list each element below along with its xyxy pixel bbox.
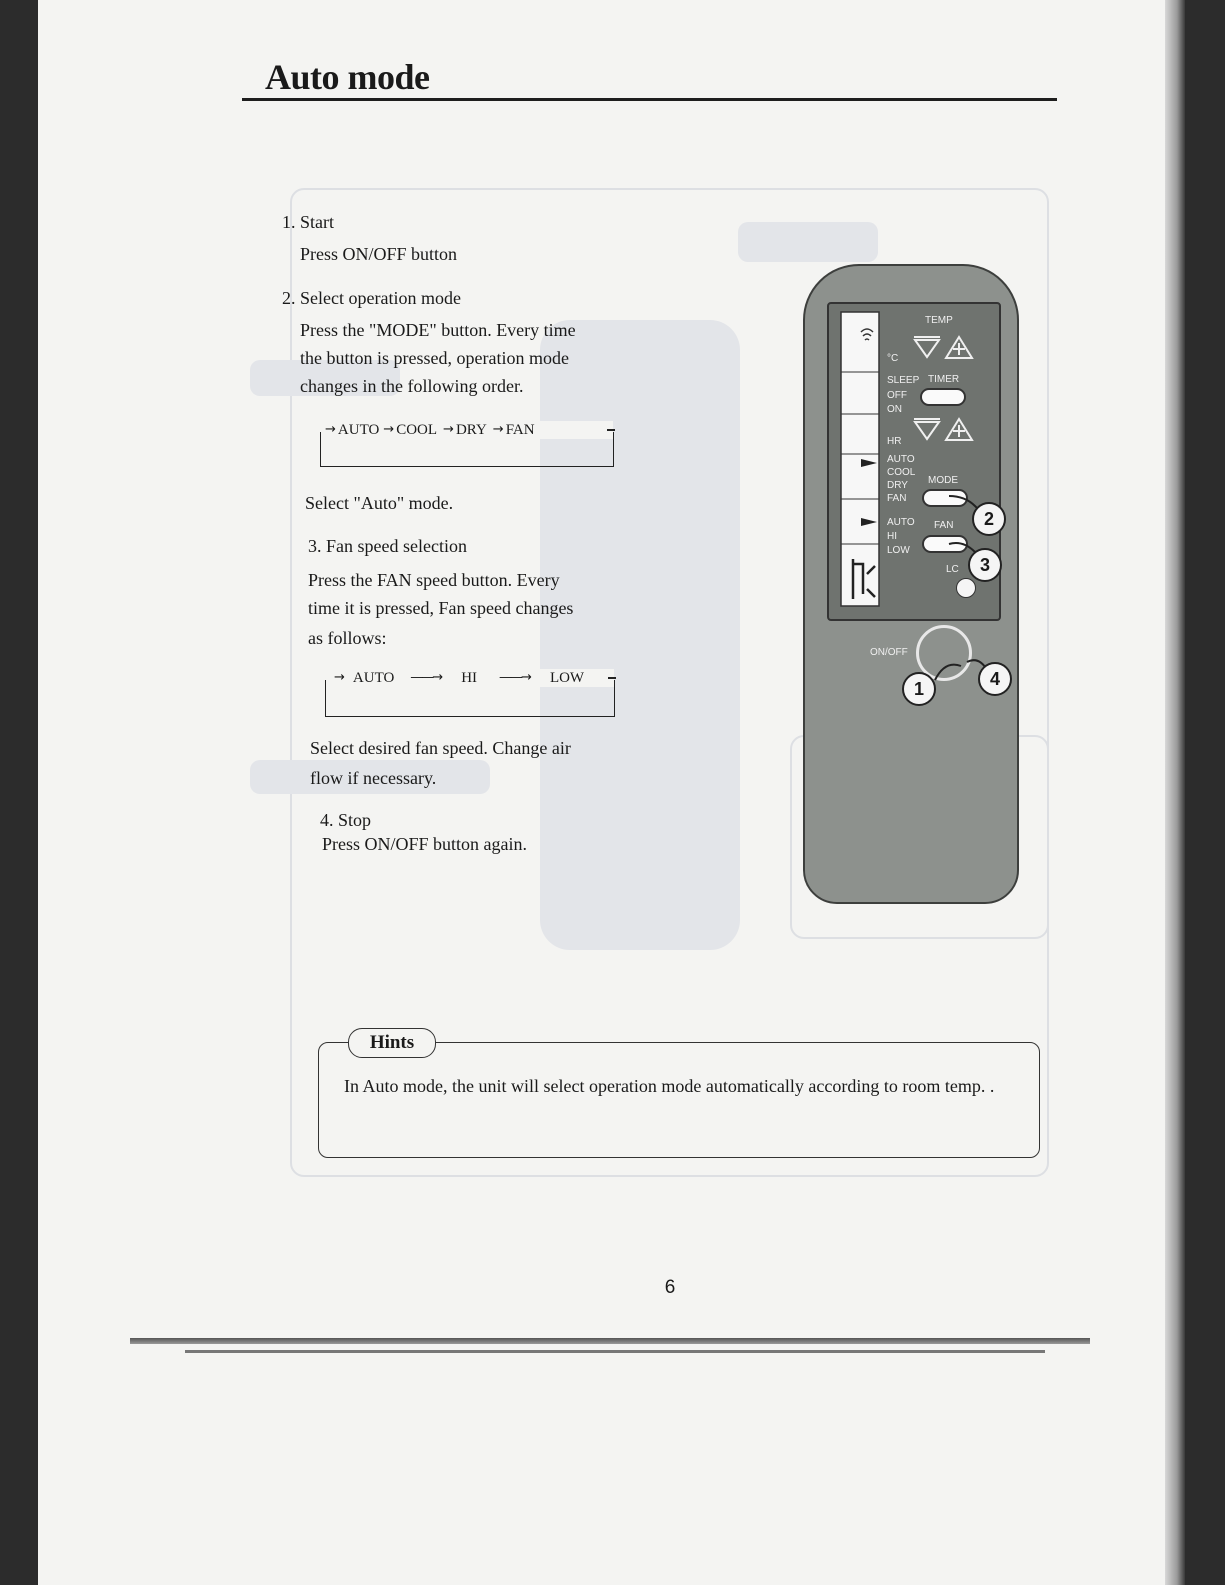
page-edge-shadow [1165, 0, 1185, 1585]
temp-down-icon[interactable] [912, 334, 942, 360]
temp-label: TEMP [925, 315, 953, 326]
mode-seq-auto: AUTO [337, 422, 380, 438]
arrow-right-icon: → [383, 422, 395, 437]
hints-box [318, 1042, 1040, 1158]
step-3-body-line-2: time it is pressed, Fan speed changes [308, 598, 574, 618]
mode-list-cool: COOL [887, 467, 916, 478]
unit-label: °C [887, 353, 899, 364]
fan-button-label: FAN [934, 520, 954, 531]
on-label: ON [887, 404, 902, 415]
step-3-body-line-3: as follows: [308, 628, 387, 648]
arrow-right-icon: → [325, 422, 336, 437]
step-1-heading: 1. Start [282, 212, 334, 232]
mode-sequence-diagram [320, 422, 614, 467]
callout-3-badge: 3 [968, 548, 1002, 582]
mode-seq-dry: DRY [455, 422, 487, 438]
bleed-through-tab [738, 222, 878, 262]
fan-list-low: LOW [887, 545, 910, 556]
sequence-corner [608, 677, 616, 679]
mode-list-dry: DRY [887, 480, 908, 491]
step-4-body: Press ON/OFF button again. [322, 834, 528, 854]
remote-display-strip [829, 304, 883, 615]
led-label: LC [946, 564, 959, 575]
timer-up-icon[interactable] [944, 416, 974, 442]
hints-label: Hints [348, 1028, 436, 1058]
step-2-body-line-3: changes in the following order. [300, 376, 524, 396]
arrow-right-icon: ——→ [499, 670, 530, 685]
page-number: 6 [664, 1277, 676, 1298]
step-2-heading: 2. Select operation mode [282, 288, 461, 308]
mode-button-label: MODE [928, 475, 958, 486]
fan-seq-auto: AUTO [352, 670, 395, 686]
callout-1-badge: 1 [902, 672, 936, 706]
sleep-label: SLEEP [887, 375, 920, 386]
timer-label: TIMER [928, 374, 960, 385]
fan-list-hi: HI [887, 531, 897, 542]
step-2-select: Select "Auto" mode. [305, 493, 454, 513]
fan-seq-hi: HI [461, 670, 478, 686]
page-bottom-edge [130, 1338, 1090, 1344]
callout-2-badge: 2 [972, 502, 1006, 536]
step-3-heading: 3. Fan speed selection [308, 536, 467, 556]
mode-seq-cool: COOL [396, 422, 438, 438]
arrow-right-icon: → [492, 422, 504, 437]
mode-list-auto: AUTO [887, 454, 915, 465]
title-underline [242, 98, 1057, 101]
onoff-label: ON/OFF [870, 647, 908, 658]
arrow-right-icon: → [443, 422, 454, 437]
step-3-select-line-2: flow if necessary. [310, 768, 437, 788]
hr-label: HR [887, 436, 902, 447]
arrow-right-icon: → [334, 670, 345, 685]
step-4-heading: 4. Stop [320, 810, 372, 830]
page-title: Auto mode [265, 57, 430, 97]
fan-list-auto: AUTO [887, 517, 915, 528]
timer-down-icon[interactable] [912, 416, 942, 442]
temp-up-icon[interactable] [944, 334, 974, 360]
mode-list-fan: FAN [887, 493, 907, 504]
bleed-through-remote [540, 320, 740, 950]
arrow-right-icon: ——→ [410, 670, 442, 685]
step-3-select-line-1: Select desired fan speed. Change air [310, 738, 571, 758]
hints-text: In Auto mode, the unit will select operation mode automatically according to room temp. . [344, 1076, 995, 1096]
callout-4-badge: 4 [978, 662, 1012, 696]
page-bottom-edge-inner [185, 1350, 1045, 1353]
sequence-corner [607, 429, 615, 431]
fan-sequence-diagram [325, 670, 615, 717]
fan-seq-low: LOW [549, 670, 585, 686]
step-3-body-line-1: Press the FAN speed button. Every [308, 570, 560, 590]
mode-seq-fan: FAN [505, 422, 535, 438]
sleep-timer-button[interactable] [920, 388, 966, 406]
step-2-body-line-1: Press the "MODE" button. Every time [300, 320, 576, 340]
off-label: OFF [887, 390, 907, 401]
step-1-body: Press ON/OFF button [300, 244, 458, 264]
step-2-body-line-2: the button is pressed, operation mode [300, 348, 569, 368]
